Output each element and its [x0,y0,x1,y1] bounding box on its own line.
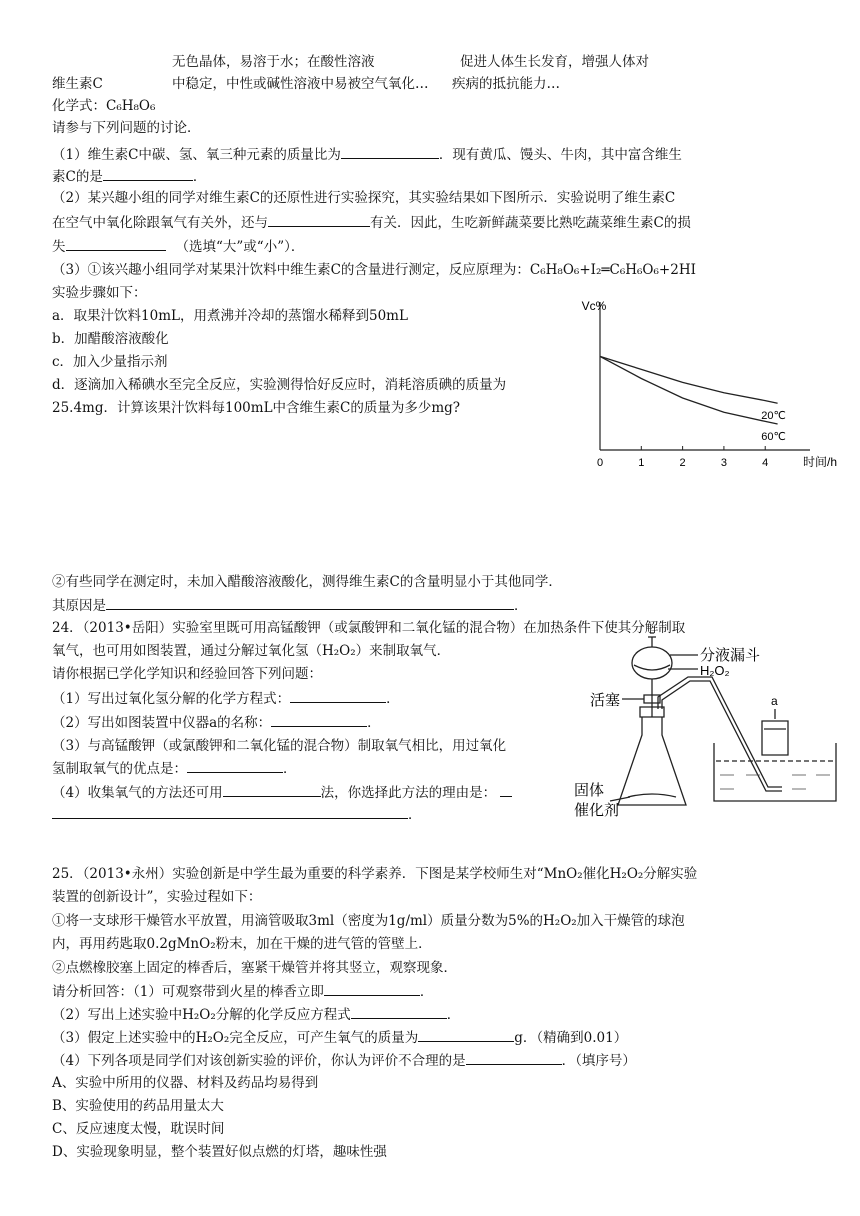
q23-part4-line1: ②有些同学在测定时，未加入醋酸溶液酸化，测得维生素C的含量明显小于其他同学． [52,574,562,590]
vc-name-label: 维生素C [52,76,103,92]
funnel-stopper [648,633,656,647]
q24-part4-mid: 法，你选择此方法的理由是： [320,785,497,801]
q23-reason-label: 其原因是 [52,598,106,614]
q25-option-a: A、实验中所用的仪器、材料及药品均易得到 [52,1075,319,1091]
q23-rich-food-blank[interactable] [103,166,193,181]
x-tick-label: 1 [638,457,645,469]
q23-step-d-line2: 25.4mg．计算该果汁饮料每100mL中含维生素C的质量为多少mg? [52,400,461,416]
q25-step2: ②点燃橡胶塞上固定的棒香后，塞紧干燥管并将其竖立，观察现象． [52,960,457,976]
label-instrument-a: a [771,694,778,708]
x-tick-label: 0 [596,457,604,469]
q23-steps-heading: 实验步骤如下： [52,285,147,301]
x-tick-label: 2 [679,457,686,469]
q25-part4 [52,1050,636,1071]
q23-part2-text-d: 失 [52,239,66,255]
label-funnel: 分液漏斗 [700,647,761,664]
q23-reason-end: ． [514,598,528,614]
label-h2o2: H₂O₂ [700,663,730,678]
discussion-prompt: 请参与下列问题的讨论． [52,120,201,136]
q25-part1-end: ． [419,984,434,1000]
y-axis-label: Vc% [581,299,607,313]
q25-step1-line1: ①将一支球形干燥管水平放置，用滴管吸取3ml（密度为1g/ml）质量分数为5%的H₂O₂加入干燥管的球泡 [52,913,685,929]
q23-part2-line1: （2）某兴趣小组的同学对维生素C的还原性进行实验探究，其实验结果如下图所示．实验说明了维生素C [52,190,676,206]
q23-part2-line2 [52,212,691,233]
gas-collection-bottle [762,721,788,755]
q23-part1-text-b: ．现有黄瓜、馒头、牛肉，其中富含维生 [438,147,682,163]
chart-axes [600,302,810,450]
q23-step-c: c．加入少量指示剂 [52,354,168,370]
q23-loss-blank[interactable] [66,236,166,251]
vc-property-line-2: 中稳定，中性或碱性溶液中易被空气氧化… [172,76,429,92]
water-trough [714,743,836,801]
q25-part2-text: （2）写出上述实验中H₂O₂分解的化学反应方程式 [52,1007,351,1023]
q23-part2-text-e: （选填“大”或“小”）． [175,239,305,255]
q23-part2-text-c: 有关．因此，生吃新鲜蔬菜要比熟吃蔬菜维生素C的损 [370,215,691,231]
q24-part1-end: ． [386,691,400,707]
conical-flask [618,717,686,805]
vc-formula: 化学式：C₆H₈O₆ [52,98,156,114]
chart-labels [582,299,837,469]
h2o2-liquid-level [634,665,670,670]
q24-part3-text: 氢制取氧气的优点是： [52,761,187,777]
q24-part3-line2 [52,758,297,779]
q24-instructions: 请你根据已学化学知识和经验回答下列问题： [52,666,322,682]
catalyst-layer [628,794,676,797]
series-line-1 [600,356,778,424]
q24-part3-line1: （3）与高锰酸钾（或氯酸钾和二氧化锰的混合物）制取氧气相比，用过氧化 [52,738,507,754]
oxygen-apparatus-diagram [570,625,850,825]
q24-part3-end: ． [283,761,297,777]
q24-part4-end: ． [408,807,422,823]
q25-option-d: D、实验现象明显，整个装置好似点燃的灯塔，趣味性强 [52,1144,387,1160]
q23-part4-line2 [52,595,528,616]
delivery-tube [658,677,782,787]
q25-part2-end: ． [446,1007,461,1023]
q25-part4-text: （4）下列各项是同学们对该创新实验的评价，你认为评价不合理的是 [52,1053,466,1069]
q23-step-b: b．加醋酸溶液酸化 [52,331,169,347]
vc-use-line-1: 促进人体生长发育，增强人体对 [460,54,649,70]
funnel-bulb [632,647,672,679]
q24-reason-blank[interactable] [52,804,408,819]
q24-part1 [52,688,400,709]
q24-part4-line2 [52,804,422,825]
q23-part1-text: （1）维生素C中碳、氢、氧三种元素的质量比为 [52,147,341,163]
q24-instrument-blank[interactable] [271,712,367,727]
q25-part3-text: （3）假定上述实验中的H₂O₂完全反应，可产生氧气的质量为 [52,1030,419,1046]
q25-part2 [52,1004,460,1025]
q25-part4-end: ．（填序号） [561,1053,636,1069]
q25-option-c: C、反应速度太慢，耽误时间 [52,1121,225,1137]
q23-part1-text-c: 素C的是 [52,169,103,185]
x-tick-label: 3 [720,457,727,469]
q25-part1-text: 请分析回答：（1）可观察带到火星的棒香立即 [52,984,324,1000]
series-label-1: 60℃ [761,431,786,443]
q25-part1 [52,981,433,1002]
q25-equation-blank[interactable] [351,1004,447,1019]
label-solid: 固体 [574,782,605,799]
q24-title-line2: 氧气，也可用如图装置，通过分解过氧化氢（H₂O₂）来制取氧气． [52,643,451,659]
series-line-0 [600,356,778,403]
q25-step1-line2: 内，再用药匙取0.2gMnO₂粉末，加在干燥的进气管的管壁上． [52,936,432,952]
q23-part2-text-b: 在空气中氧化除跟氧气有关外，还与 [52,215,268,231]
q23-part1-end: ． [192,169,207,185]
q23-part1-line2 [52,166,206,187]
q24-method-blank[interactable] [223,782,321,797]
series-label-0: 20℃ [761,410,786,423]
q23-part2-line3 [52,236,304,257]
vc-property-line-1: 无色晶体，易溶于水；在酸性溶液 [172,54,375,70]
q24-part2-text: （2）写出如图装置中仪器a的名称： [52,715,272,731]
q24-title-line1: 24．（2013•岳阳）实验室里既可用高锰酸钾（或氯酸钾和二氧化锰的混合物）在加热条件下使其分解制取 [52,620,686,636]
q23-step-d-line1: d．逐滴加入稀碘水至完全反应，实验测得恰好反应时，消耗溶质碘的质量为 [52,377,507,393]
q25-part3 [52,1027,627,1048]
q24-part2 [52,712,381,733]
vc-use-line-2: 疾病的抵抗能力… [452,76,560,92]
label-catalyst: 催化剂 [574,802,620,819]
label-valve: 活塞 [590,692,621,709]
x-axis-label: 时间/h [802,455,838,469]
q25-option-b: B、实验使用的药品用量太大 [52,1098,224,1114]
q25-choice-blank[interactable] [466,1050,562,1065]
q25-title-line1: 25．（2013•永州）实验创新是中学生最为重要的科学素养．下图是某学校师生对“MnO₂催化H₂O₂分解实验 [52,866,698,882]
q24-part1-text: （1）写出过氧化氢分解的化学方程式： [52,691,291,707]
q25-observation-blank[interactable] [324,981,420,996]
q23-mass-ratio-blank[interactable] [341,144,439,159]
chart-series [600,356,778,424]
q24-part4-line1 [52,782,512,803]
q23-part1-line1 [52,144,682,165]
q23-reason-blank[interactable] [106,595,514,610]
q23-factor-blank[interactable] [268,212,370,227]
q24-reason-blank-start[interactable] [500,782,512,797]
q24-part2-end: ． [367,715,381,731]
q23-part3-line1: （3）①该兴趣小组同学对某果汁饮料中维生素C的含量进行测定，反应原理为：C₆H₈O₆+I₂═C₆H₆O₆+2HI [52,262,696,278]
q25-title-line2: 装置的创新设计”，实验过程如下： [52,889,262,905]
q24-equation-blank[interactable] [290,688,386,703]
q24-part4-text: （4）收集氧气的方法还可用 [52,785,223,801]
q25-mass-blank[interactable] [418,1027,514,1042]
q23-step-a: a．取果汁饮料10mL，用煮沸并冷却的蒸馏水稀释到50mL [52,308,408,324]
q25-part3-end: g．（精确到0.01） [514,1030,628,1046]
x-tick-label: 4 [762,457,769,469]
q24-advantage-blank[interactable] [187,758,283,773]
vc-decay-chart [575,292,838,487]
